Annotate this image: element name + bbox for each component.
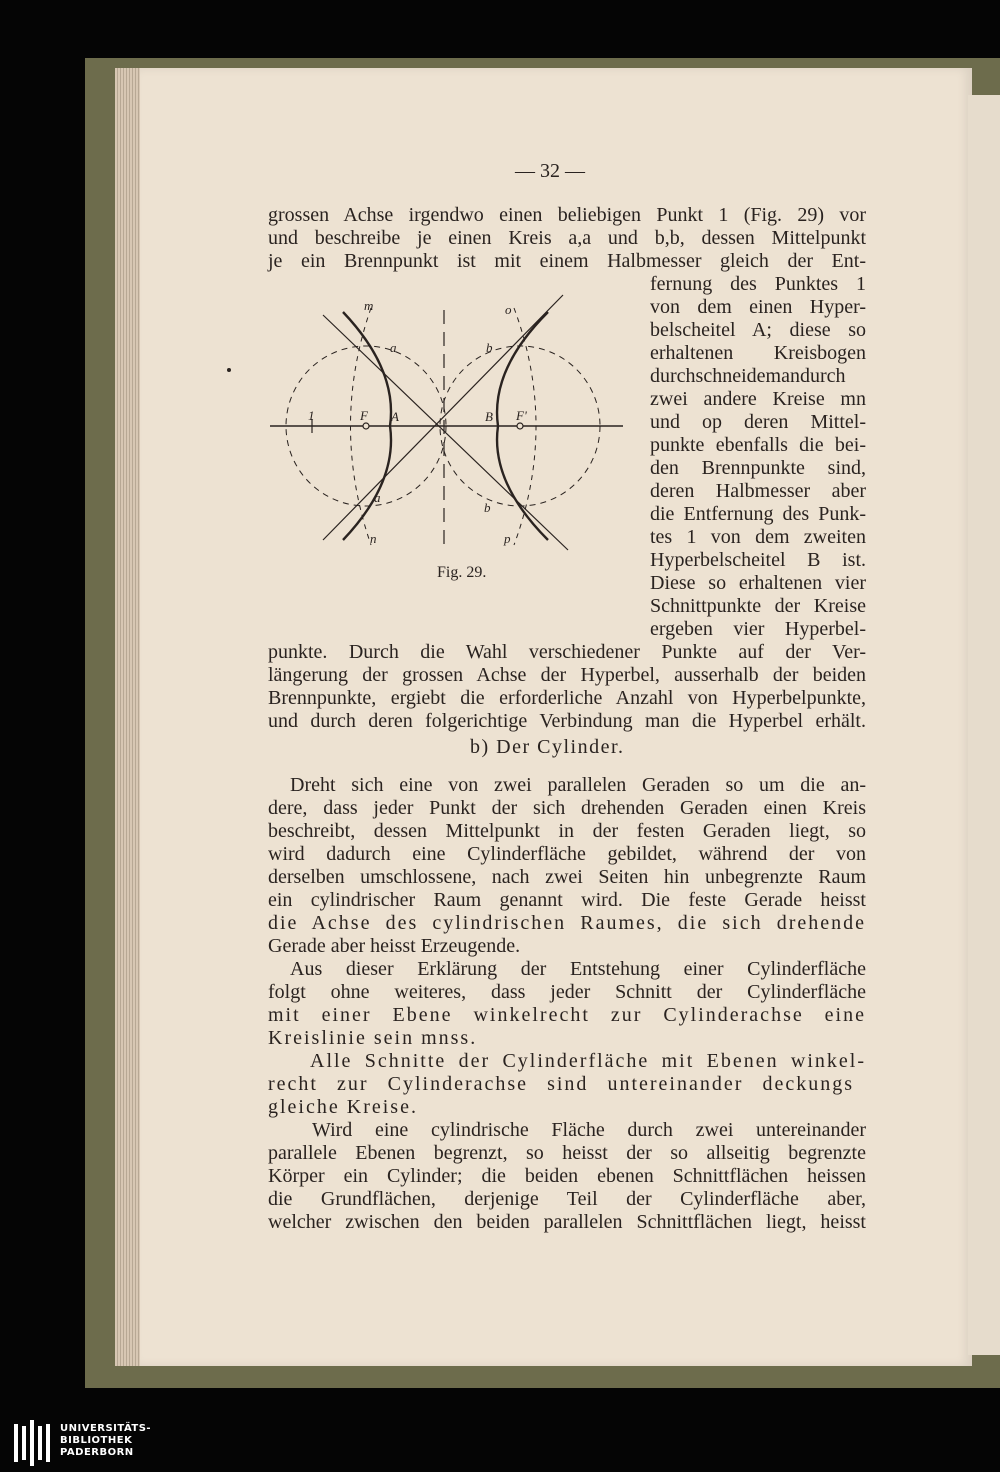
text-line: belscheitel A; diese so <box>650 319 866 341</box>
label-b-top: b <box>486 340 493 355</box>
label-n: n <box>370 531 377 546</box>
text-line: Dreht sich eine von zwei parallelen Geraden so um die an- <box>290 774 866 796</box>
logo-line: UNIVERSITÄTS- <box>60 1423 152 1434</box>
text-line: deren Halbmesser aber <box>650 480 866 502</box>
figure-caption: Fig. 29. <box>437 564 487 581</box>
text-line: recht zur Cylinderachse sind untereinander deckungs <box>268 1073 854 1095</box>
label-one: 1 <box>308 408 315 423</box>
label-F-prime: F' <box>516 408 527 423</box>
ink-speck <box>227 368 231 372</box>
text-line: zwei andere Kreise mn <box>650 388 866 410</box>
label-a-bottom: a <box>374 490 381 505</box>
logo-line: BIBLIOTHEK <box>60 1435 133 1446</box>
label-m: m <box>364 298 374 313</box>
text-line: ein cylindrischer Raum genannt wird. Die feste Gerade heisst <box>268 889 866 911</box>
text-line: gleiche Kreise. <box>268 1096 418 1118</box>
text-line: parallele Ebenen begrenzt, so heisst der so allseitig begrenzte <box>268 1142 866 1164</box>
label-o: o <box>505 302 512 317</box>
text-line: Brennpunkte, ergiebt die erforderliche Anzahl von Hyperbelpunkte, <box>268 687 866 709</box>
text-line: tes 1 von dem zweiten <box>650 526 866 548</box>
text-line: dere, dass jeder Punkt der sich drehenden Geraden einen Kreis <box>268 797 866 819</box>
text-line: wird dadurch eine Cylinderfläche gebildet, während der von <box>268 843 866 865</box>
text-line: Gerade aber heisst Erzeugende. <box>268 935 521 957</box>
hyperbola-figure <box>268 290 628 580</box>
text-line: Alle Schnitte der Cylinderfläche mit Ebenen winkel- <box>310 1050 866 1072</box>
label-a-top: a <box>390 340 397 355</box>
label-p: p <box>504 531 511 546</box>
text-line: Wird eine cylindrische Fläche durch zwei untereinander <box>312 1119 866 1141</box>
text-line: den Brennpunkte sind, <box>650 457 866 479</box>
text-line: durchschneidemandurch <box>650 365 846 387</box>
text-line: punkte. Durch die Wahl verschiedener Punkte auf der Ver- <box>268 641 866 663</box>
text-line: ergeben vier Hyperbel- <box>650 618 866 640</box>
section-heading: b) Der Cylinder. <box>470 736 625 758</box>
text-line: die Achse des cylindrischen Raumes, die sich drehende <box>268 912 866 934</box>
text-line: Aus dieser Erklärung der Entstehung einer Cylinderfläche <box>290 958 866 980</box>
label-b-bottom: b <box>484 500 491 515</box>
text-line: Diese so erhaltenen vier <box>650 572 866 594</box>
library-logo-icon <box>14 1420 54 1466</box>
text-line: Schnittpunkte der Kreise <box>650 595 866 617</box>
page-number: — 32 — <box>515 160 585 182</box>
library-logo-text <box>60 1423 151 1459</box>
text-line: je ein Brennpunkt ist mit einem Halbmesser gleich der Ent- <box>268 250 866 272</box>
text-line: welcher zwischen den beiden parallelen Schnittflächen liegt, heisst <box>268 1211 866 1233</box>
text-line: von dem einen Hyper- <box>650 296 866 318</box>
text-line: und beschreibe je einen Kreis a,a und b,b, dessen Mittelpunkt <box>268 227 866 249</box>
text-line: Hyperbelscheitel B ist. <box>650 549 866 571</box>
label-B: B <box>485 409 493 424</box>
text-line: und durch deren folgerichtige Verbindung man die Hyperbel erhält. <box>268 710 866 732</box>
label-A: A <box>391 409 399 424</box>
text-line: folgt ohne weiteres, dass jeder Schnitt der Cylinderfläche <box>268 981 866 1003</box>
label-F: F <box>360 408 368 423</box>
text-line: und op deren Mittel- <box>650 411 866 433</box>
text-line: die Entfernung des Punk- <box>650 503 866 525</box>
text-line: erhaltenen Kreisbogen <box>650 342 866 364</box>
text-line: grossen Achse irgendwo einen beliebigen Punkt 1 (Fig. 29) vor <box>268 204 866 226</box>
text-line: mit einer Ebene winkelrecht zur Cylinderachse eine <box>268 1004 866 1026</box>
text-line: fernung des Punktes 1 <box>650 273 866 295</box>
text-line: die Grundflächen, derjenige Teil der Cylinderfläche aber, <box>268 1188 866 1210</box>
logo-line: PADERBORN <box>60 1447 134 1458</box>
text-line: längerung der grossen Achse der Hyperbel, ausserhalb der beiden <box>268 664 866 686</box>
text-line: punkte ebenfalls die bei- <box>650 434 866 456</box>
next-page-edge <box>968 95 1000 1355</box>
text-line: Kreislinie sein mnss. <box>268 1027 478 1049</box>
text-line: Körper ein Cylinder; die beiden ebenen Schnittflächen heissen <box>268 1165 866 1187</box>
text-line: beschreibt, dessen Mittelpunkt in der festen Geraden liegt, so <box>268 820 866 842</box>
text-line: derselben umschlossene, nach zwei Seiten hin unbegrenzte Raum <box>268 866 866 888</box>
